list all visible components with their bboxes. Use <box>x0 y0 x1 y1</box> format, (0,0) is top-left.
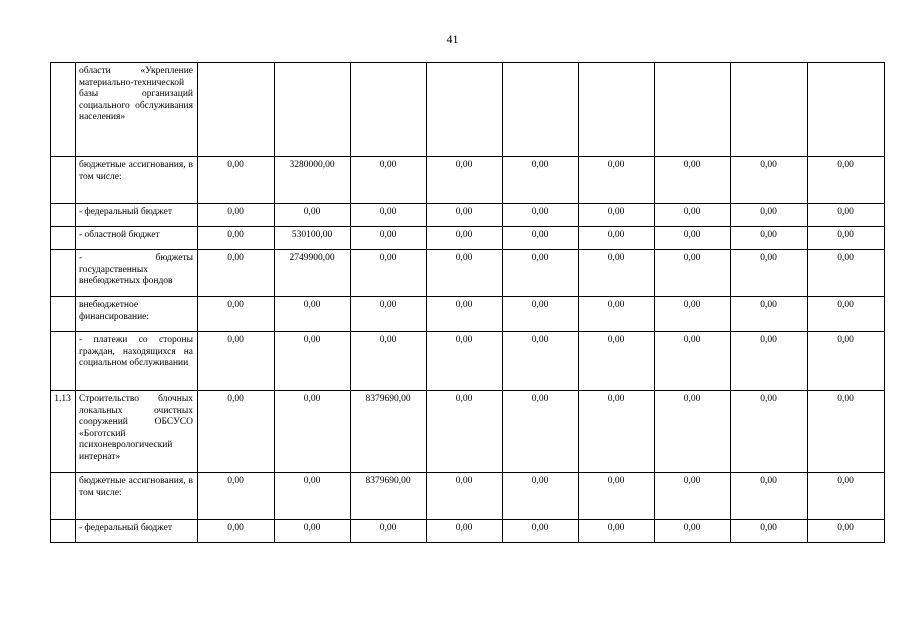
value-cell: 0,00 <box>427 227 503 250</box>
row-number <box>51 63 76 157</box>
value-cell: 0,00 <box>351 332 427 391</box>
row-number <box>51 250 76 297</box>
value-cell: 0,00 <box>655 227 731 250</box>
value-cell: 0,00 <box>655 473 731 520</box>
value-cell: 0,00 <box>579 473 655 520</box>
value-cell: 0,00 <box>198 391 275 473</box>
value-cell: 0,00 <box>427 520 503 543</box>
value-cell: 0,00 <box>579 227 655 250</box>
value-cell: 0,00 <box>731 204 808 227</box>
value-cell: 0,00 <box>427 204 503 227</box>
row-description: - областной бюджет <box>76 227 198 250</box>
row-description: внебюджетное финансирование: <box>76 297 198 332</box>
row-description: бюджетные ассигнования, в том числе: <box>76 473 198 520</box>
value-cell: 0,00 <box>427 473 503 520</box>
value-cell: 0,00 <box>503 157 579 204</box>
value-cell: 0,00 <box>503 391 579 473</box>
value-cell: 0,00 <box>503 227 579 250</box>
table-row <box>51 157 885 204</box>
row-number <box>51 227 76 250</box>
value-cell <box>731 63 808 157</box>
value-cell: 0,00 <box>731 391 808 473</box>
table-row <box>51 63 885 157</box>
value-cell <box>655 63 731 157</box>
row-description: - федеральный бюджет <box>76 520 198 543</box>
value-cell: 0,00 <box>731 332 808 391</box>
row-number <box>51 204 76 227</box>
value-cell: 0,00 <box>808 391 885 473</box>
table-body <box>51 63 885 543</box>
row-description: - платежи со стороны граждан, находящихся на социальном обслуживании <box>76 332 198 391</box>
value-cell: 0,00 <box>808 297 885 332</box>
value-cell: 0,00 <box>427 250 503 297</box>
value-cell: 0,00 <box>351 250 427 297</box>
value-cell: 0,00 <box>731 297 808 332</box>
value-cell: 0,00 <box>275 520 351 543</box>
row-description: - бюджеты государственных внебюджетных фондов <box>76 250 198 297</box>
value-cell <box>198 63 275 157</box>
row-number <box>51 332 76 391</box>
row-description: Строительство блочных локальных очистных сооружений ОБСУСО «Боготский психоневрологический интернат» <box>76 391 198 473</box>
value-cell: 0,00 <box>655 250 731 297</box>
value-cell: 0,00 <box>579 391 655 473</box>
table-row <box>51 250 885 297</box>
value-cell: 0,00 <box>198 250 275 297</box>
value-cell <box>503 63 579 157</box>
value-cell: 0,00 <box>198 473 275 520</box>
value-cell <box>808 63 885 157</box>
table-row <box>51 391 885 473</box>
row-number: 1.13 <box>51 391 76 473</box>
value-cell: 0,00 <box>351 204 427 227</box>
value-cell: 8379690,00 <box>351 473 427 520</box>
value-cell: 0,00 <box>351 520 427 543</box>
value-cell: 0,00 <box>731 227 808 250</box>
value-cell <box>427 63 503 157</box>
value-cell: 0,00 <box>731 520 808 543</box>
value-cell: 0,00 <box>351 297 427 332</box>
value-cell: 0,00 <box>579 157 655 204</box>
row-number <box>51 520 76 543</box>
value-cell <box>579 63 655 157</box>
value-cell: 0,00 <box>808 250 885 297</box>
value-cell: 0,00 <box>427 332 503 391</box>
value-cell: 0,00 <box>427 391 503 473</box>
value-cell: 0,00 <box>503 250 579 297</box>
table-row <box>51 204 885 227</box>
value-cell: 0,00 <box>579 250 655 297</box>
value-cell: 0,00 <box>731 473 808 520</box>
value-cell: 0,00 <box>503 332 579 391</box>
value-cell: 0,00 <box>198 520 275 543</box>
value-cell: 0,00 <box>427 297 503 332</box>
table-row <box>51 332 885 391</box>
value-cell <box>275 63 351 157</box>
value-cell: 0,00 <box>275 473 351 520</box>
value-cell: 0,00 <box>503 204 579 227</box>
value-cell: 530100,00 <box>275 227 351 250</box>
value-cell: 0,00 <box>198 204 275 227</box>
value-cell: 0,00 <box>275 297 351 332</box>
value-cell: 8379690,00 <box>351 391 427 473</box>
value-cell: 0,00 <box>579 332 655 391</box>
row-description: области «Укрепление материально-технической базы организаций социального обслуживания населения» <box>76 63 198 157</box>
value-cell: 0,00 <box>579 204 655 227</box>
value-cell: 0,00 <box>808 473 885 520</box>
value-cell: 0,00 <box>275 332 351 391</box>
value-cell: 0,00 <box>503 297 579 332</box>
value-cell: 0,00 <box>731 157 808 204</box>
row-number <box>51 473 76 520</box>
value-cell: 0,00 <box>503 520 579 543</box>
value-cell: 0,00 <box>731 250 808 297</box>
value-cell: 0,00 <box>655 204 731 227</box>
value-cell: 0,00 <box>198 157 275 204</box>
value-cell: 0,00 <box>275 391 351 473</box>
table-row <box>51 520 885 543</box>
value-cell: 0,00 <box>198 332 275 391</box>
value-cell: 0,00 <box>198 227 275 250</box>
value-cell: 0,00 <box>808 204 885 227</box>
page-number: 41 <box>446 32 459 46</box>
table-row <box>51 227 885 250</box>
row-description: - федеральный бюджет <box>76 204 198 227</box>
value-cell: 0,00 <box>655 332 731 391</box>
value-cell: 0,00 <box>427 157 503 204</box>
value-cell: 0,00 <box>808 227 885 250</box>
value-cell: 0,00 <box>579 297 655 332</box>
value-cell: 0,00 <box>275 204 351 227</box>
value-cell: 0,00 <box>655 520 731 543</box>
value-cell: 0,00 <box>351 157 427 204</box>
value-cell: 3280000,00 <box>275 157 351 204</box>
value-cell: 0,00 <box>198 297 275 332</box>
value-cell: 0,00 <box>655 157 731 204</box>
value-cell: 0,00 <box>808 520 885 543</box>
value-cell: 0,00 <box>655 391 731 473</box>
row-number <box>51 157 76 204</box>
table-row <box>51 297 885 332</box>
table-row <box>51 473 885 520</box>
value-cell: 0,00 <box>351 227 427 250</box>
value-cell: 0,00 <box>503 473 579 520</box>
value-cell: 2749900,00 <box>275 250 351 297</box>
value-cell: 0,00 <box>808 157 885 204</box>
row-number <box>51 297 76 332</box>
value-cell: 0,00 <box>579 520 655 543</box>
value-cell <box>351 63 427 157</box>
row-description: бюджетные ассигнования, в том числе: <box>76 157 198 204</box>
value-cell: 0,00 <box>655 297 731 332</box>
value-cell: 0,00 <box>808 332 885 391</box>
funding-table <box>50 62 885 543</box>
